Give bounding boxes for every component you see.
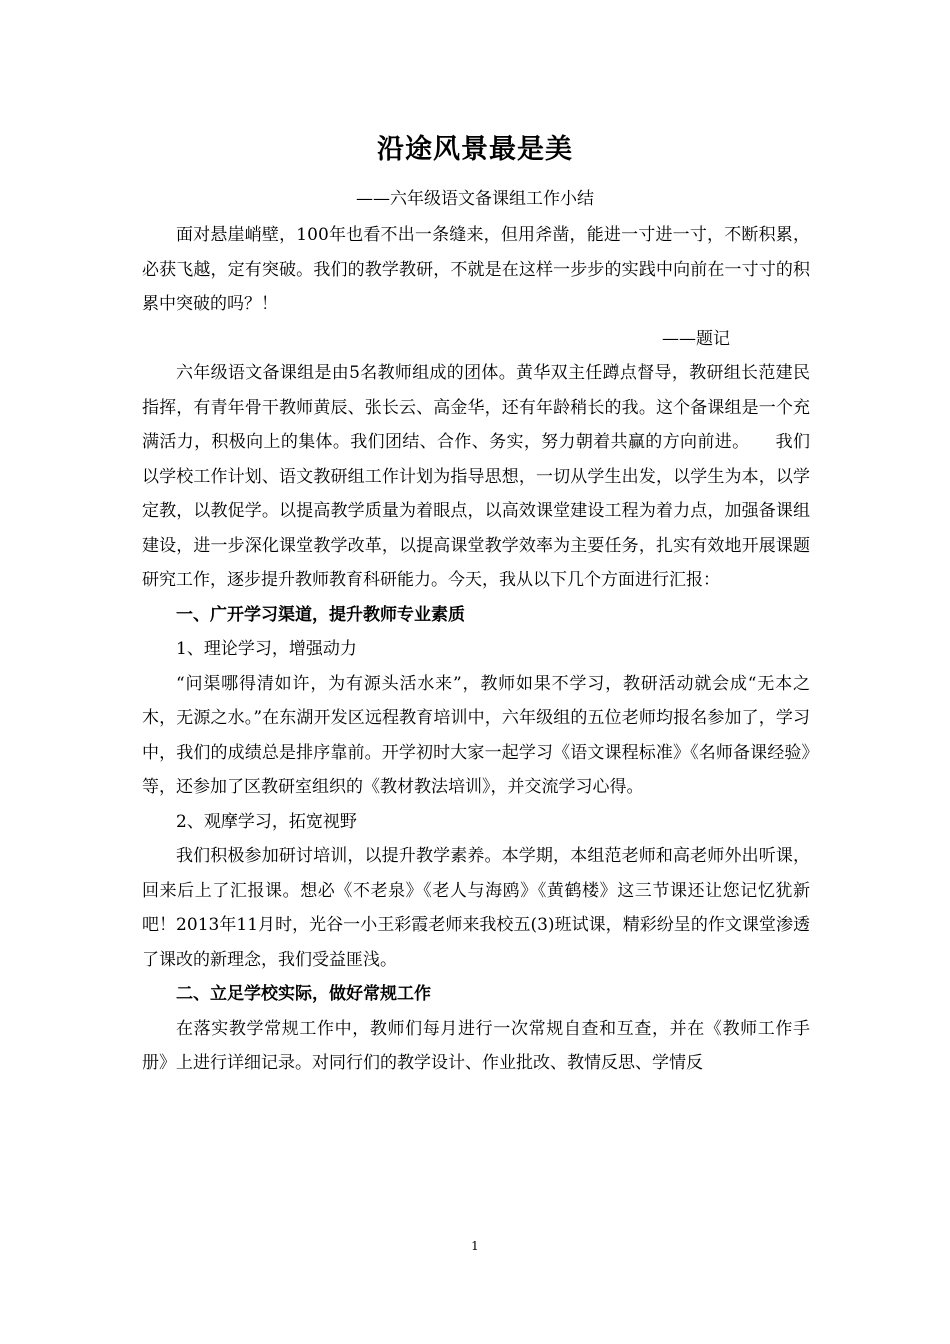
- section-1-subheading-1: 1、理论学习，增强动力: [176, 639, 357, 659]
- section-2-paragraph-1: 在落实教学常规工作中，教师们每月进行一次常规自查和互查，并在《教师工作手册》上进行详细记录。对同行们的教学设计、作业批改、教情反思、学情反: [142, 1018, 810, 1073]
- section-2-heading: 二、立足学校实际，做好常规工作: [176, 984, 431, 1004]
- epigraph-attribution: ——题记: [662, 328, 730, 349]
- section-1-heading: 一、广开学习渠道，提升教师专业素质: [176, 604, 465, 625]
- document-title: 沿途风景最是美: [377, 134, 573, 165]
- epigraph-paragraph: 面对悬崖峭壁，100年也看不出一条缝来，但用斧凿，能进一寸进一寸，不断积累，必获飞越，定有突破。我们的教学教研，不就是在这样一步步的实践中向前在一寸寸的积累中突破的吗？！: [142, 225, 810, 314]
- document-subtitle: ——六年级语文备课组工作小结: [356, 189, 594, 209]
- section-1-subheading-2: 2、观摩学习，拓宽视野: [176, 811, 357, 832]
- page-number: 1: [471, 1239, 479, 1253]
- intro-paragraph: 六年级语文备课组是由5名教师组成的团体。黄华双主任蹲点督导，教研组长范建民指挥，有青年骨干教师黄辰、张长云、高金华，还有年龄稍长的我。这个备课组是一个充满活力，积极向上的集体。我们团结、合作、务实，努力朝着共赢的方向前进。 我们以学校工作计划、语文教研组工作计划为指导思想，一切从学生出发，以学生为本，以学定教，以教促学。以提高教学质量为着眼点，以高效课堂建设工程为着力点，加强备课组建设，进一步深化课堂教学改革，以提高课堂教学效率为主要任务，扎实有效地开展课题研究工作，逐步提升教师教育科研能力。今天，我从以下几个方面进行汇报：: [142, 363, 810, 590]
- section-1-paragraph-1: “问渠哪得清如许，为有源头活水来”，教师如果不学习，教研活动就会成“无本之木，无源之水。”在东湖开发区远程教育培训中，六年级组的五位老师均报名参加了，学习中，我们的成绩总是排序靠前。开学初时大家一起学习《语文课程标准》《名师备课经验》等，还参加了区教研室组织的《教材教法培训》，并交流学习心得。: [142, 673, 810, 797]
- document-body: [142, 218, 810, 1081]
- section-1-paragraph-2: 我们积极参加研讨培训，以提升教学素养。本学期，本组范老师和高老师外出听课，回来后上了汇报课。想必《不老泉》《老人与海鸥》《黄鹤楼》这三节课还让您记忆犹新吧！2013年11月时，光谷一小王彩霞老师来我校五(3)班试课，精彩纷呈的作文课堂渗透了课改的新理念，我们受益匪浅。: [142, 846, 810, 970]
